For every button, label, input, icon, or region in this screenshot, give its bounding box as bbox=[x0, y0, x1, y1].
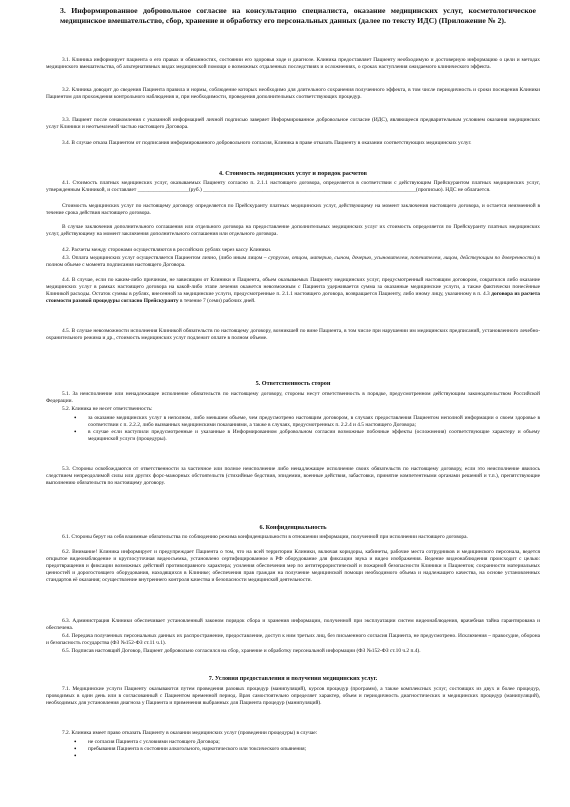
section4-paragraph-additional: В случае заключения дополнительного соглашения или отдельного договора на предоставление дополнительных медицинских услуг их стоимость определяется по Прейскуранту платных медицинских услуг, действующему на момент заключения дополнительного соглашения или отдельного договора. bbox=[46, 224, 540, 238]
section7-bullet-list bbox=[62, 739, 540, 760]
section3-paragraph-4: 3.4. В случае отказа Пациентом от подписания информированного добровольного согласия, Клиника в праве отказать Пациенту в оказании соответствующих медицинских услуг. bbox=[62, 140, 472, 146]
section3-paragraph-1: 3.1. Клиника информирует пациента о его правах и обязанностях, состоянии его здоровья ходе и диагнозе. Клиника предоставляет Пациенту необходимую и достоверную информацию о цели и методах медицинского вмешательства, об альтернативных видах медицинской помощи о возможных отдаленных последствиях и осложнениях, о сроках наступления ожидаемого клинического эффекта. bbox=[46, 57, 540, 71]
p44-text-a: 4.4. В случае, если по каким-либо причинам, не зависящим от Клиники и Пациента, объем оказываемых Пациенту медицинских услуг, предусмотренный настоящим договором, сократился либо оказание медицинских услуг в рамках настоящего договора на какой-либо этапе лечения окажется невозможным с Пациента удерживается сумма за оказанные медицинские услуги, а также фактически понесённые Клиникой расходы. Остаток суммы в рублях, внесенной за медицинские услуги, предусмотренные п. 2.1.1 настоящего договора, возвращается Пациенту, либо иному лицу, указанному в п. 4.3 bbox=[46, 277, 540, 298]
section7-bullet-2: • пребывания Пациента в состоянии алкогольного, наркотического или токсического опьянения; bbox=[62, 746, 540, 753]
section5-paragraph-5-3: 5.3. Стороны освобождаются от ответственности за частичное или полное неисполнение либо ненадлежащее исполнение своих обязательств по настоящему договору, если это неисполнение явилось следствием непреодолимой силы или других форс-мажорных обстоятельств (стихийные бедствия, эпидемии, военные действия, забастовки, принятие компетентными органами решений и т.п.), препятствующие выполнению обязательств по настоящему договору. bbox=[46, 466, 540, 487]
section7-paragraph-7-2: 7.2. Клиника имеет право отказать Пациенту в оказании медицинских услуг (проведении процедуры) в случае: bbox=[62, 730, 318, 736]
section6-paragraph-6-5: 6.5. Подписав настоящий Договор, Пациент добровольно согласился на сбор, хранение и обработку персональной информации (ФЗ №152-ФЗ ст.10 ч.2 п.4). bbox=[62, 648, 421, 654]
section3-paragraph-3: 3.3. Пациент после ознакомления с указанной информацией личной подписью заверяет Информированное добровольное согласие (ИДС), являющееся предварительным условием оказания медицинских услуг Клиники и неотъемлемой частью настоящего Договора. bbox=[46, 117, 540, 131]
section6-paragraph-6-3: 6.3. Администрация Клиники обеспечивает установленный законом порядок сбора и хранения информации, полученной при эксплуатации систем видеонаблюдения, врачебная тайна гарантирована и обеспечена. bbox=[46, 618, 540, 632]
section5-paragraph-5-2: 5.2. Клиника не несет ответственность: bbox=[62, 406, 153, 412]
section5-bullet-1: • за оказание медицинских услуг в неполном, либо меньшем объеме, чем предусмотрено настоящим договором, в случаях предоставления Пациентом неполной информации о своем здоровье в соответствии с п. 2.2.2, либо вызванных медицинскими показаниями, а также в случаях, предусмотренных п. 2.2.4 и 4.5 настоящего Договора; bbox=[62, 415, 540, 429]
section7-bullet-1: • не согласия Пациента с условиями настоящего Договора; bbox=[62, 739, 540, 746]
section5-bullet-list bbox=[62, 415, 540, 443]
section3-paragraph-2: 3.2. Клиника доводит до сведения Пациента правила и нормы, соблюдение которых необходимо для длительного сохранения полученного эффекта, в том числе периодичность и сроки посещения Клиники Пациентом для прохождения контрольного наблюдения и, при необходимости, проведения дополнительных соответствующих процедур. bbox=[46, 87, 540, 101]
section6-paragraph-6-2: 6.2. Внимание! Клиника информирует и предупреждает Пациента о том, что на всей территории Клиники, включая коридоры, кабинеты, рабочие места сотрудников и медицинского персонала, ведется открытое видеонаблюдение и круглосуточная видеосъемка, установлено сертифицированное в РФ оборудование для фиксации звука и видео изображения. Ведение видеонаблюдения происходит с целью: предотвращения и фиксации возможных действий противоправного характера; усиления обеспечения мер по антитеррористической и пожарной безопасности Клиники и Пациентов; сохранности материальных ценностей и дорогостоящего оборудования, находящихся в Клинике; обеспечения прав граждан на получение медицинской помощи необходимого объема и надлежащего качества, на основе установленных стандартов её оказания; осуществление внутреннего контроля качества и безопасности медицинской деятельности. bbox=[46, 549, 540, 584]
section4-paragraph-price-fixed: Стоимость медицинских услуг по настоящему договору определяется по Прейскуранту платных медицинских услуг, действующему на момент заключения настоящего договора, и остается неизменной в течение срока действия настоящего договора. bbox=[46, 203, 540, 217]
section4-paragraph-4-5: 4.5. В случае невозможности исполнения Клиникой обязательств по настоящему договору, возникшей по вине Пациента, в том числе при нарушении им медицинских предписаний, установленного лечебно-охранительного режима и др., стоимость медицинских услуг подлежит оплате в полном объеме. bbox=[46, 328, 540, 342]
p43-text-a: 4.3. Оплата медицинских услуг осуществляется Пациентом лично, (либо иным лицом – bbox=[62, 255, 269, 261]
section7-bullet-3-empty bbox=[62, 753, 540, 760]
p44-text-c: в течение 7 (семи) рабочих дней. bbox=[178, 298, 256, 305]
section5-title: 5. Ответственность сторон bbox=[255, 380, 331, 387]
section7-paragraph-7-1: 7.1. Медицинские услуги Пациенту оказываются путем проведения разовых процедур (манипуляций), курсов процедур (программ), а также комплексных услуг, состоящих из двух и более процедур, проводимых в один день или в согласованный с Пациентом временной период. Врач самостоятельно определяет характер, объем и периодичность диагностических и медицинских процедур (манипуляций), необходимых для установления диагноза у Пациента и применения выбранных для Пациента процедур (манипуляций). bbox=[46, 686, 540, 707]
section4-paragraph-4-4 bbox=[46, 277, 540, 305]
section6-paragraph-6-1: 6.1. Стороны берут на себя взаимные обязательства по соблюдению режима конфиденциальности в отношении информации, полученной при исполнении настоящего договора. bbox=[62, 534, 468, 540]
p43-italic: супругом, отцом, матерью, сыном, дочерью, усыновителем, попечителем, лицом, действующим по доверенности bbox=[268, 255, 534, 261]
section4-paragraph-4-2: 4.2. Расчеты между сторонами осуществляются в российских рублях через кассу Клиники. bbox=[62, 247, 272, 253]
section4-paragraph-4-3 bbox=[46, 255, 540, 269]
section7-title: 7. Условия предоставления и получения медицинских услуг. bbox=[208, 675, 378, 682]
section4-title: 4. Стоимость медицинских услуг и порядок расчетов bbox=[219, 170, 367, 177]
section6-title: 6. Конфиденциальность bbox=[259, 524, 327, 531]
p43-text-b: ) в полном объеме с момента подписания настоящего Договора. bbox=[46, 255, 540, 269]
section5-paragraph-5-1: 5.1. За неисполнение или ненадлежащее исполнение обязательств по настоящему договору, стороны несут ответственность в порядке, предусмотренном действующим законодательством Российской Федерации. bbox=[46, 391, 540, 405]
section4-paragraph-4-1: 4.1. Стоимость платных медицинских услуг, оказываемых Пациенту согласно п. 2.1.1 настоящего договора, определяется в соответствии с действующим Прейскурантом платных медицинских услуг, утвержденным Клиникой, и составляет ___________________(руб.) _______________________________________________________________________________(прописью). НДС не облагается. bbox=[46, 180, 540, 194]
section3-title: 3. Информированное добровольное согласие на консультацию специалиста, оказание медицинских услуг, косметологическое медицинское вмешательство, сбор, хранение и обработку его персональных данных (далее по тексту ИДС) (Приложение № 2). bbox=[60, 6, 536, 25]
section5-bullet-2: • в случае если наступили предусмотренные и указанные в Информированном добровольном согласии возможные побочные эффекты (осложнения) соответствующие характеру и объему медицинской услуги (процедуры). bbox=[62, 429, 540, 443]
section6-paragraph-6-4: 6.4. Передача полученных персональных данных их распространение, предоставление, доступ к ним третьих лиц, без письменного согласия Пациента, не предусмотрено. Исключения – правосудие, оборона и безопасность государства (ФЗ №152-ФЗ ст.11 ч.1). bbox=[46, 633, 540, 647]
p44-bold: договора из расчета стоимости разовой процедуры согласно Прейскуранту bbox=[46, 291, 540, 305]
